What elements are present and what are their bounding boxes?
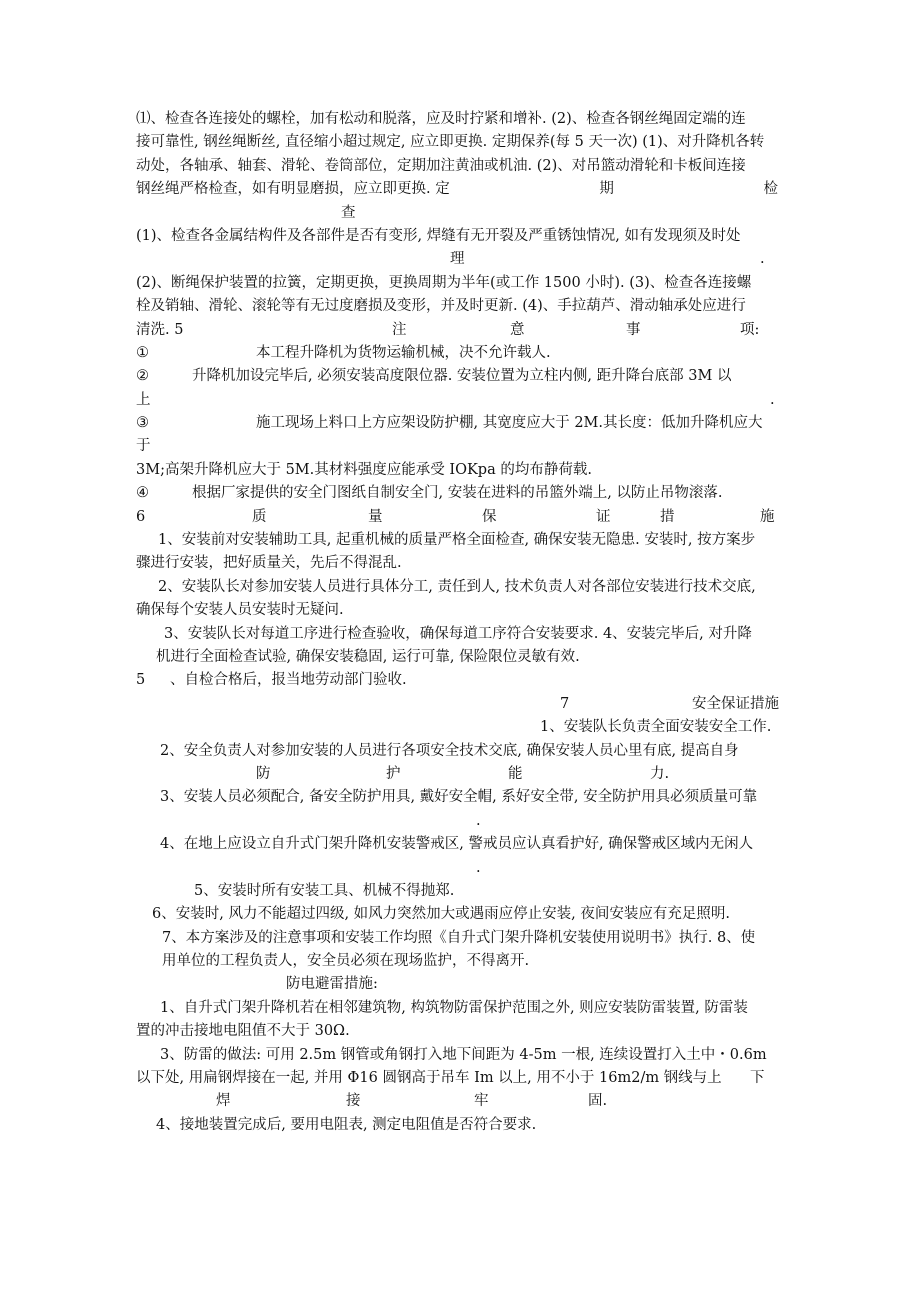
text-line: 动处，各轴承、轴套、滑轮、卷筒部位，定期加注黄油或机油. (2)、对吊篮动滑轮和卡板间连接: [136, 157, 746, 174]
item-5: 5 、自检合格后，报当地劳动部门验收.: [136, 672, 407, 689]
text-line: (2)、断绳保护装置的拉簧，定期更换，更换周期为半年(或工作 1500 小时). (3)、检查各连接螺: [136, 274, 752, 291]
text-line-justified: 焊 接 牢 固.: [216, 1093, 608, 1110]
text-line-justified: 理 .: [450, 251, 765, 268]
text-line: 7、本方案涉及的注意事项和安装工作均照《自升式门架升降机安装使用说明书》执行. 8、使: [162, 929, 756, 946]
text-line: ⑴、检查各连接处的螺栓，加有松动和脱落，应及时拧紧和增补. (2)、检查各钢丝绳固定端的连: [136, 111, 746, 127]
text-line: 机进行全面检查试验, 确保安装稳固, 运行可靠, 保险限位灵敏有效.: [156, 648, 580, 665]
text-line: 查: [341, 204, 356, 221]
notes-heading: 清洗. 5 注 意 事 项:: [136, 321, 760, 338]
text-line: 于: [136, 438, 151, 455]
text-line: 接可靠性, 钢丝绳断丝, 直径缩小超过规定, 应立即更换. 定期保养(每 5 天一次) (1)、对升降机各转: [136, 134, 765, 151]
text-line: 确保每个安装人员安装时无疑问.: [136, 602, 344, 619]
text-line: 4、在地上应设立自升式门架升降机安装警戒区, 警戒员应认真看护好, 确保警戒区域内无闲人: [160, 836, 754, 853]
text-line: 2、安全负责人对参加安装的人员进行各项安全技术交底, 确保安装人员心里有底, 提高自身: [160, 742, 739, 759]
text-line-justified: 钢丝绳严格检查，如有明显磨损，应立即更换. 定 期 检: [136, 181, 778, 198]
text-line: 以下处, 用扁钢焊接在一起, 并用 Φ16 圆钢高于吊车 Im 以上, 用不小于 16m2/m 钢线与上 下: [136, 1070, 765, 1087]
note-item-4: ④ 根据厂家提供的安全门图纸自制安全门, 安装在进料的吊篮外端上, 以防止吊物滚落.: [136, 485, 723, 502]
text-line: 5、安装时所有安装工具、机械不得抛郑.: [194, 882, 455, 899]
text-line: 用单位的工程负责人，安全员必须在现场监护，不得离开.: [162, 953, 530, 970]
text-line: 3、安装队长对每道工序进行检查验收，确保每道工序符合安装要求. 4、安装完毕后, 对升降: [164, 625, 752, 642]
text-line: .: [476, 812, 481, 829]
safety-heading: 7 安全保证措施: [560, 695, 779, 712]
text-line: (1)、检查各金属结构件及各部件是否有变形, 焊缝有无开裂及严重锈蚀情况, 如有发现须及时处: [136, 227, 741, 244]
text-line: 骤进行安装，把好质量关，先后不得混乱.: [136, 555, 402, 572]
document-body: [136, 108, 788, 1137]
text-line: 栓及销轴、滑轮、滚轮等有无过度磨损及变形，并及时更新. (4)、手拉葫芦、滑动轴承处应进行: [136, 298, 746, 315]
text-line: 4、接地装置完成后, 要用电阻表, 测定电阻值是否符合要求.: [156, 1116, 537, 1133]
quality-heading: 6 质 量 保 证 措 施: [136, 508, 775, 525]
text-line: 1、自升式门架升降机若在相邻建筑物, 构筑物防雷保护范围之外, 则应安装防雷装置, 防雷装: [160, 999, 748, 1016]
note-item-3: ③ 施工现场上料口上方应架设防护棚, 其宽度应大于 2M.其长度：低加升降机应大: [136, 415, 763, 432]
note-item-1: ① 本工程升降机为货物运输机械，决不允许载人.: [136, 344, 551, 361]
text-line: 置的冲击接地电阻值不大于 30Ω.: [136, 1023, 350, 1040]
text-line: .: [476, 859, 481, 876]
text-line: 3、防雷的做法: 可用 2.5m 钢管或角钢打入地下间距为 4-5m 一根, 连续设置打入土中・0.6m: [160, 1046, 767, 1063]
text-line: 2、安装队长对参加安装人员进行具体分工, 责任到人, 技术负责人对各部位安装进行技术交底,: [158, 578, 756, 595]
text-line: 1、安装前对安装辅助工具, 起重机械的质量严格全面检查, 确保安装无隐患. 安装时, 按方案步: [158, 532, 756, 549]
text-line: 1、安装队长负责全面安装安全工作.: [540, 719, 772, 736]
text-line-justified: 防 护 能 力.: [256, 765, 670, 782]
text-line: 3、安装人员必须配合, 备安全防护用具, 戴好安全帽, 系好安全带, 安全防护用具必须质量可靠: [160, 789, 758, 806]
text-line: 6、安装时, 风力不能超过四级, 如风力突然加大或遇雨应停止安装, 夜间安装应有充足照明.: [152, 906, 730, 923]
text-line: 3M;高架升降机应大于 5M.其材料强度应能承受 IOKpa 的均布静荷载.: [136, 461, 592, 478]
note-item-2: ② 升降机加设完毕后, 必须安装高度限位器. 安装位置为立柱内侧, 距升降台底部 3M 以: [136, 368, 732, 385]
section-heading: 防电避雷措施:: [286, 976, 378, 993]
note-item-2-cont: 上 .: [136, 391, 775, 408]
